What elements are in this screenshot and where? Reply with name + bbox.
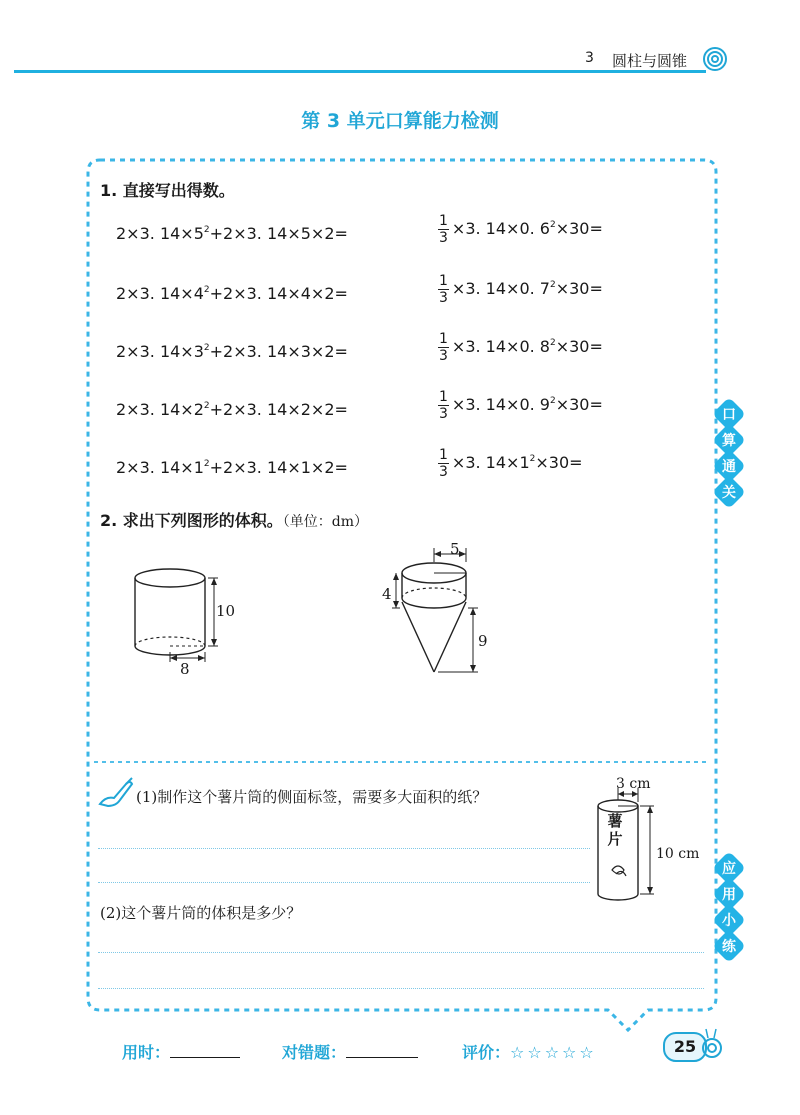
rating-stars[interactable]: ☆☆☆☆☆ (510, 1043, 597, 1062)
chips-can-radius-label: 3 cm (616, 776, 651, 792)
rating-label: 评价： (462, 1043, 511, 1062)
page-number: 25 (663, 1032, 707, 1062)
answer-line (98, 848, 590, 849)
q2-heading: 2. 求出下列图形的体积。（单位：dm） (100, 511, 369, 530)
expr-right-1: $\frac{1}{3}$ ×3. 14×0. $6^2\times 30=$ (439, 213, 603, 246)
time-field (122, 1040, 240, 1063)
time-label: 用时： (122, 1043, 171, 1062)
expr-right-5: $\frac{1}{3}$ ×3. $14\times 1^2\times 30=$ (439, 447, 583, 480)
answer-line (98, 882, 590, 883)
writing-hand-icon (96, 776, 136, 812)
correct-field (282, 1040, 418, 1063)
application-question-2: (2)这个薯片筒的体积是多少？ (100, 904, 302, 922)
expr-left-1: 2×3. $14\times 5^2+2\times 3$. 14×5×2= (116, 224, 348, 243)
chips-can-label: 薯片 (607, 812, 623, 848)
answer-line (98, 952, 704, 953)
header-rule (14, 70, 706, 73)
time-blank[interactable] (170, 1041, 240, 1058)
correct-blank[interactable] (346, 1041, 418, 1058)
expr-left-3: 2×3. $14\times 3^2+2\times 3$. 14×3×2= (116, 342, 348, 361)
swirl-icon (702, 46, 728, 72)
chips-can-height-label: 10 cm (656, 846, 700, 862)
expr-right-2: $\frac{1}{3}$ ×3. 14×0. $7^2\times 30=$ (439, 273, 603, 306)
composite-cone-height-label: 9 (478, 632, 488, 650)
composite-radius-label: 5 (450, 540, 460, 558)
q1-heading: 1. 直接写出得数。 (100, 181, 235, 200)
cylinder-height-label: 10 (216, 602, 236, 620)
chapter-number: 3 (585, 50, 594, 66)
expr-right-4: $\frac{1}{3}$ ×3. 14×0. $9^2\times 30=$ (439, 389, 603, 422)
composite-cylinder-height-label: 4 (382, 585, 392, 603)
page-title: 第 3 单元口算能力检测 (301, 110, 499, 132)
expr-right-3: $\frac{1}{3}$ ×3. 14×0. $8^2\times 30=$ (439, 331, 603, 364)
composite-figure (378, 540, 508, 685)
snail-icon (700, 1026, 724, 1060)
expr-left-5: 2×3. $14\times 1^2+2\times 3$. 14×1×2= (116, 458, 348, 477)
application-question-1: (1)制作这个薯片筒的侧面标签，需要多大面积的纸？ (136, 788, 488, 806)
unit-note: （单位：dm） (282, 514, 369, 530)
correct-label: 对错题： (282, 1043, 347, 1062)
expr-left-4: 2×3. $14\times 2^2+2\times 3$. 14×2×2= (116, 400, 348, 419)
cylinder-figure (120, 560, 260, 680)
side-tab-application-practice: 应 用 小 练 (717, 856, 743, 960)
answer-line (98, 988, 704, 989)
cylinder-diameter-label: 8 (180, 660, 190, 678)
expr-left-2: 2×3. $14\times 4^2+2\times 3$. 14×4×2= (116, 284, 348, 303)
rating-field (462, 1040, 597, 1063)
side-tab-oral-calculation: 口 算 通 关 (717, 402, 743, 506)
chapter-title: 圆柱与圆锥 (612, 52, 688, 70)
